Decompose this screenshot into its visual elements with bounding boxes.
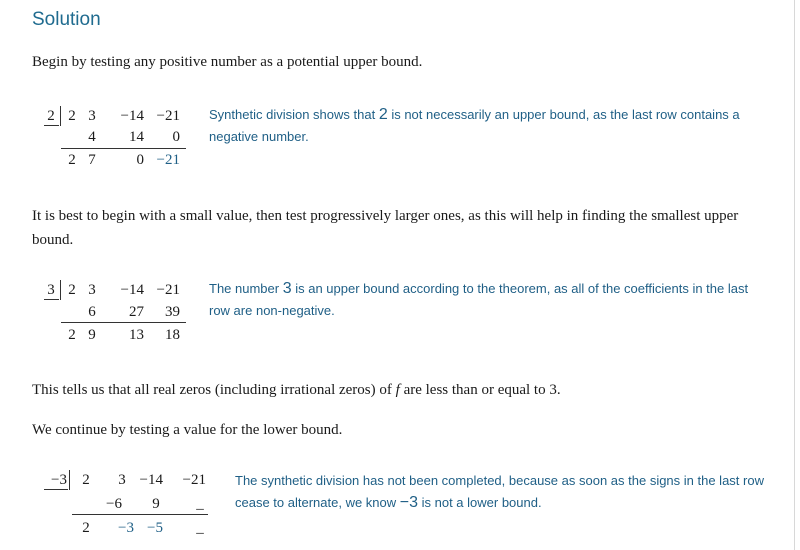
result-value: −21 [156,152,180,168]
divisor: −3 [51,472,67,488]
product-value: −6 [106,496,122,512]
conclusion-paragraph: This tells us that all real zeros (including irrational zeros) of f are less than or equal to 3. [32,382,561,398]
division-3-explanation: The synthetic division has not been completed, because as soon as the signs in the last row cease to alternate, we know −3 is not a lower bound. [235,473,764,511]
solution-heading: Solution [32,9,101,30]
coefficient: −21 [182,472,206,488]
divisor: 3 [47,282,55,298]
divisor: 2 [47,108,55,124]
coefficient: −14 [120,108,144,124]
right-border [794,0,795,550]
result-value: 9 [88,327,96,343]
product-value: 6 [88,304,96,320]
product-value: 0 [172,129,180,145]
lower-bound-paragraph: We continue by testing a value for the lower bound. [32,422,343,438]
coefficient: −14 [139,472,163,488]
coefficient: 2 [82,472,90,488]
coefficient: 2 [68,282,76,298]
result-value: 13 [129,327,144,343]
blank-value: _ [196,496,204,512]
result-value: 2 [68,327,76,343]
coefficient: −21 [156,108,180,124]
division-2-explanation: The number 3 is an upper bound according to the theorem, as all of the coefficients in the last row are non-negative. [209,280,749,318]
result-value: −5 [147,520,163,536]
coefficient: −14 [120,282,144,298]
coefficient: −21 [156,282,180,298]
coefficient: 3 [88,108,96,124]
result-value: 2 [82,520,90,536]
product-value: 4 [88,129,96,145]
coefficient: 2 [68,108,76,124]
coefficient: 3 [88,282,96,298]
result-value: 2 [68,152,76,168]
result-value: 7 [88,152,96,168]
result-value: 18 [165,327,180,343]
product-value: 39 [165,304,180,320]
division-1-explanation: Synthetic division shows that 2 is not necessarily an upper bound, as the last row contains a negative number. [209,106,740,144]
product-value: 9 [152,496,160,512]
result-value: −3 [118,520,134,536]
intro-paragraph: Begin by testing any positive number as a potential upper bound. [32,54,423,70]
product-value: 27 [129,304,144,320]
strategy-paragraph: It is best to begin with a small value, then test progressively larger ones, as this will help in finding the smallest upper bound. [32,208,739,248]
blank-value: _ [196,520,204,536]
coefficient: 3 [118,472,126,488]
product-value: 14 [129,129,144,145]
result-value: 0 [136,152,144,168]
